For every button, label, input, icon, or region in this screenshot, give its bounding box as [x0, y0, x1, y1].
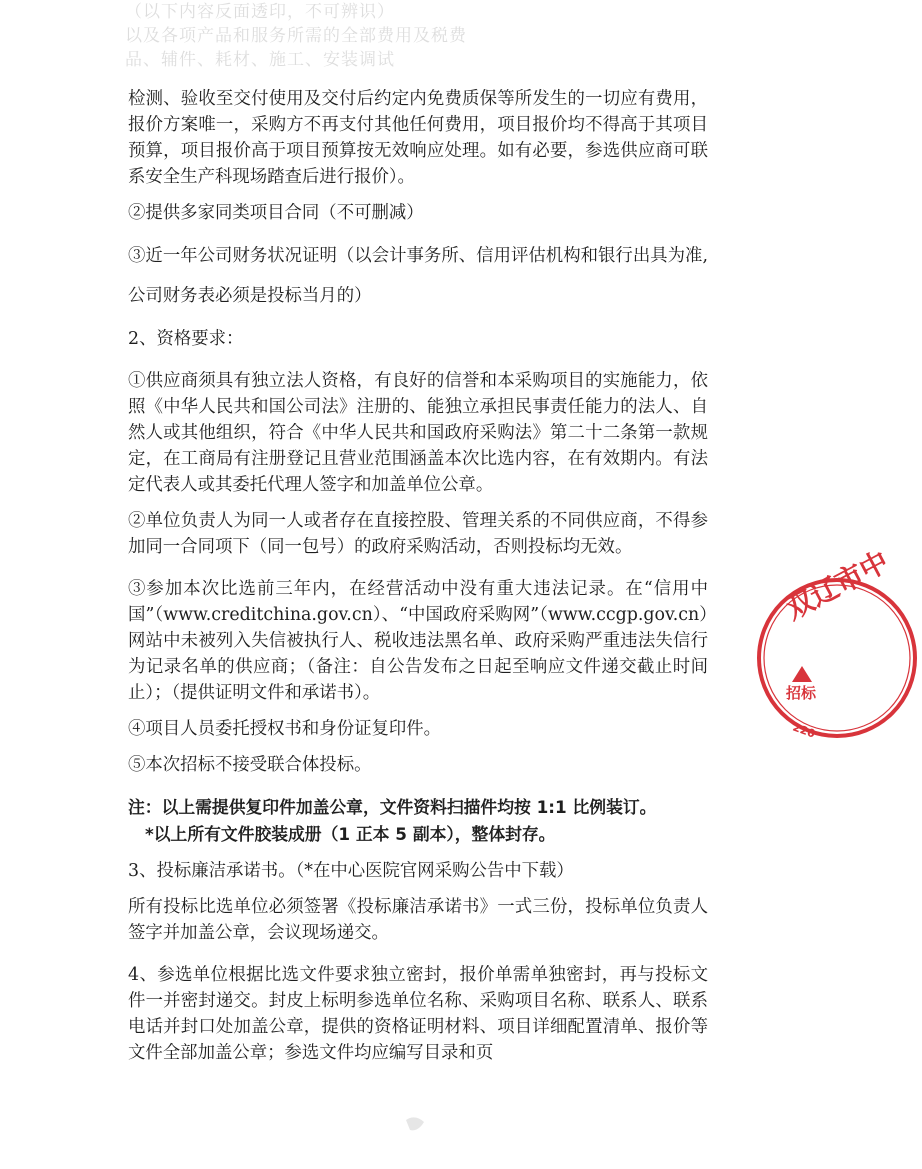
bleed-line: 以及各项产品和服务所需的全部费用及税费 [125, 26, 467, 46]
seal-sub-text: 招标 [786, 684, 817, 702]
section-heading-qualification: 2、资格要求： [128, 329, 244, 349]
seal-code-text: 220 [790, 720, 818, 741]
scan-artifact-icon [400, 1110, 430, 1140]
paragraph-authorization: ④项目人员委托授权书和身份证复印件。 [128, 719, 442, 739]
bleed-through-text [125, 0, 705, 70]
paragraph-sealing: 4、参选单位根据比选文件要求独立密封，报价单需单独密封，再与投标文件一并密封递交。封皮上标明参选单位名称、采购项目名称、联系人、联系电话并封口处加盖公章，提供的资格证明材料、项目详细配置清单、报价等文件全部加盖公章；参选文件均应编写目录和页 [128, 965, 708, 1063]
seal-star-shape [792, 666, 812, 682]
official-seal [752, 544, 922, 768]
document-page [128, 86, 708, 1066]
note-binding: *以上所有文件胶装成册（1 正本 5 副本），整体封存。 [145, 824, 556, 844]
paragraph-related-suppliers: ②单位负责人为同一人或者存在直接控股、管理关系的不同供应商，不得参加同一合同项下（同一包号）的政府采购活动，否则投标均无效。 [128, 511, 708, 557]
seal-name-text: 双辽市中 [779, 544, 895, 627]
paragraph-financial-proof: ③近一年公司财务状况证明（以会计事务所、信用评估机构和银行出具为准,公司财务表必须是投标当月的） [128, 246, 708, 306]
section-heading-integrity: 3、投标廉洁承诺书。（*在中心医院官网采购公告中下载） [128, 861, 574, 881]
paragraph-contracts: ②提供多家同类项目合同（不可删减） [128, 203, 424, 223]
paragraph-no-consortium: ⑤本次招标不接受联合体投标。 [128, 755, 372, 775]
bleed-line: （以下内容反面透印，不可辨识） [125, 2, 395, 22]
paragraph-integrity-pledge: 所有投标比选单位必须签署《投标廉洁承诺书》一式三份，投标单位负责人签字并加盖公章，会议现场递交。 [128, 897, 708, 943]
paragraph-legal-entity: ①供应商须具有独立法人资格，有良好的信誉和本采购项目的实施能力，依照《中华人民共和国公司法》注册的、能独立承担民事责任能力的法人、自然人或其他组织，符合《中华人民共和国政府采购法》第二十二条第一款规定，在工商局有注册登记且营业范围涵盖本次比选内容，在有效期内。有法定代表人或其委托代理人签字和加盖单位公章。 [128, 371, 708, 495]
paragraph-fee-terms: 检测、验收至交付使用及交付后约定内免费质保等所发生的一切应有费用，报价方案唯一，采购方不再支付其他任何费用，项目报价均不得高于其项目预算，项目报价高于项目预算按无效响应处理。如有必要，参选供应商可联系安全生产科现场踏查后进行报价）。 [128, 89, 708, 187]
note-copies: 注：以上需提供复印件加盖公章，文件资料扫描件均按 1:1 比例装订。 [128, 797, 657, 817]
paragraph-no-violation: ③参加本次比选前三年内，在经营活动中没有重大违法记录。在“信用中国”（www.creditchina.gov.cn）、“中国政府采购网”（www.ccgp.gov.cn）网站中未被列入失信被执行人、税收违法黑名单、政府采购严重违法失信行为记录名单的供应商；（备注：自公告发布之日起至响应文件递交截止时间止）；（提供证明文件和承诺书）。 [128, 579, 708, 703]
bleed-line: 品、辅件、耗材、施工、安装调试 [125, 50, 395, 70]
